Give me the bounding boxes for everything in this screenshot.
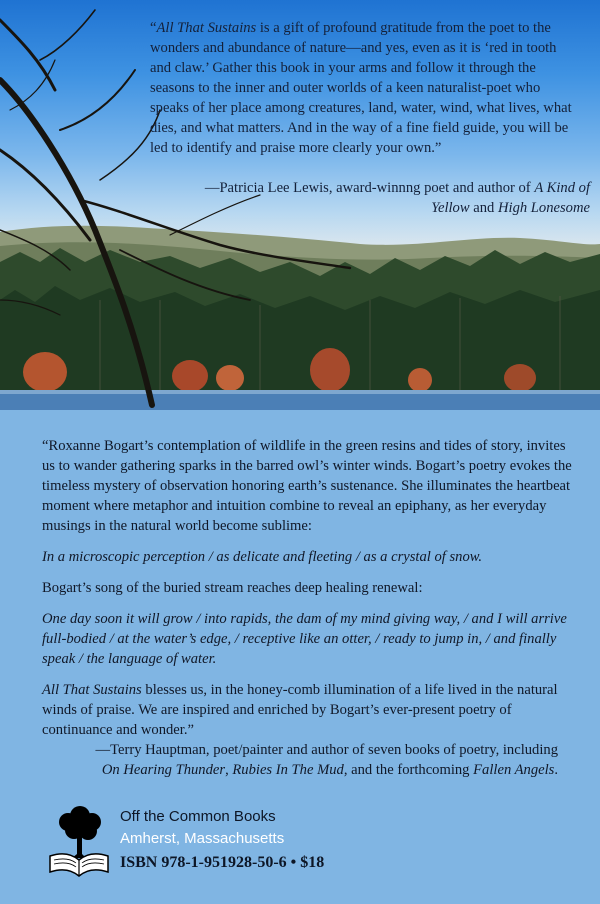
poem-excerpt: One day soon it will grow / into rapids, the dam of my mind giving way, / and I will arrive full-bodied / at the water’s edge, / receptive like an otter, / ready to jump in, / and finally speak / the language of water.: [42, 611, 567, 667]
attribution-book-title: A Kind of Yellow: [431, 180, 590, 216]
top-endorsement-quote: [150, 18, 580, 158]
endorsement-paragraph: Bogart’s song of the buried stream reaches deep healing renewal:: [42, 580, 423, 596]
tree-book-logo-icon: [48, 806, 110, 878]
attribution-book-title: Rubies In The Mud: [232, 762, 344, 778]
attribution-text: , and the forthcoming: [343, 762, 474, 778]
attribution-text: —Patricia Lee Lewis, award-winnng poet and author of: [204, 180, 535, 196]
book-title: All That Sustains: [42, 682, 142, 698]
poem-excerpt: In a microscopic perception / as delicate and fleeting / as a crystal of snow.: [42, 549, 483, 565]
endorsement-paragraph: “Roxanne Bogart’s contemplation of wildlife in the green resins and tides of story, invites us to wander gathering sparks in the barred owl’s winter winds. Bogart’s poetry evokes the timeless mystery of observation honoring earth’s sustenance. She illuminates the heartbeat moment where metaphor and intuition combine to reveal an epiphany, as her everyday musings in the natural world become sublime:: [42, 438, 572, 534]
attribution-text: .: [554, 762, 558, 778]
publisher-block: [48, 806, 568, 886]
attribution-text: and: [469, 200, 498, 216]
publisher-location: Amherst, Massachusetts: [120, 830, 285, 847]
main-endorsement: [42, 436, 572, 751]
publisher-name: Off the Common Books: [120, 808, 276, 825]
cover-photo: [0, 0, 600, 410]
quote-text: is a gift of profound gratitude from the poet to the wonders and abundance of nature—and yes, even as it is ‘red in tooth and claw.’ Gather this book in your arms and follow it through the seasons to the inner and outer worlds of a keen naturalist-poet who speaks of her place among creatures, land, water, wind, what lives, what dies, and what matters. And in the way of a fine field guide, you will be led to identify and praise more clearly your own.”: [150, 20, 572, 156]
attribution-book-title: High Lonesome: [497, 200, 590, 216]
endorsement-paragraph: [42, 680, 572, 740]
isbn-price: ISBN 978-1-951928-50-6 • $18: [120, 854, 325, 871]
book-title: All That Sustains: [156, 20, 257, 36]
endorsement-text: blesses us, in the honey-comb illumination of a life lived in the natural winds of praise. We are inspired and enriched by Bogart’s ever-present poetry of continuance and wonder.”: [42, 682, 558, 738]
attribution-text: —Terry Hauptman, poet/painter and author of seven books of poetry, including: [95, 742, 558, 758]
main-endorsement-attribution: [42, 740, 558, 780]
attribution-text: ,: [225, 762, 233, 778]
attribution-book-title: Fallen Angels: [473, 762, 555, 778]
back-cover-panel: [0, 410, 600, 904]
top-endorsement-attribution: [200, 178, 590, 218]
attribution-book-title: On Hearing Thunder: [101, 762, 226, 778]
open-quote: “: [150, 20, 157, 36]
